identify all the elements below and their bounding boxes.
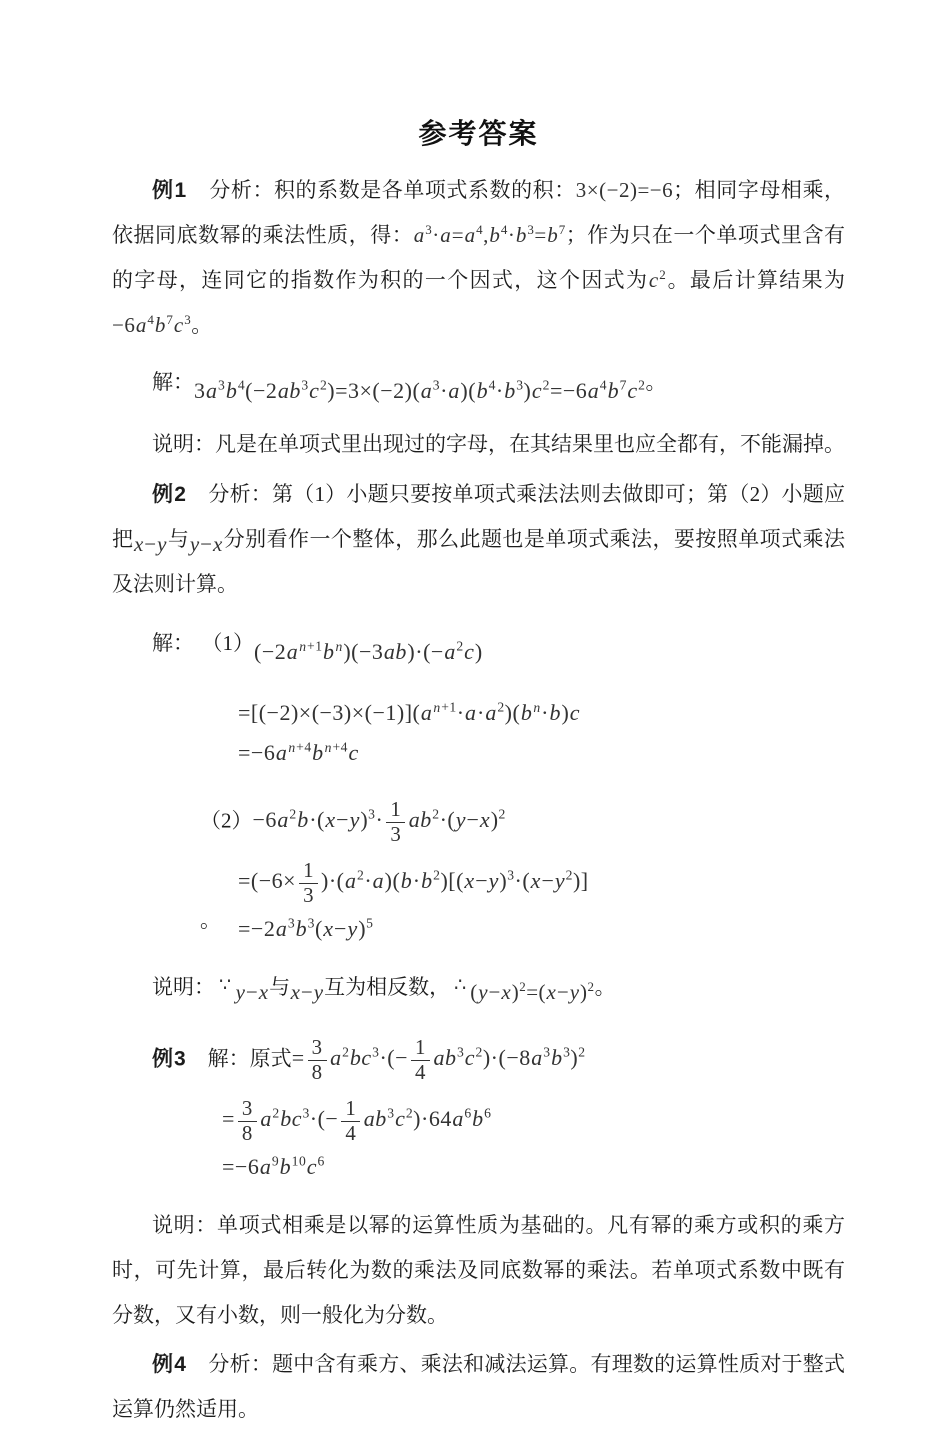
equation: = $\frac{3}{8}$ $a^2bc^3\cdot(-$ $\frac{1}{4}$ $ab^3c^2)\cdot 64a^6b^6$ [222, 1095, 492, 1145]
inline-formula: x−y [290, 979, 324, 1004]
example3-note-paragraph: 说明：单项式相乘是以幂的运算性质为基础的。凡有幂的乘方或积的乘方时，可先计算，最后转化为数的乘法及同底数幂的乘法。若单项式系数中既有分数，又有小数，则一般化为分数。 [112, 1212, 845, 1327]
text-run: 与 [167, 527, 190, 551]
example3-steps [222, 1096, 845, 1187]
note-label: 说明： [152, 974, 215, 999]
example1-label: 例1 [152, 179, 188, 202]
text-run: 与 [269, 974, 291, 999]
example1-analysis-paragraph [112, 168, 845, 348]
example2-analysis-paragraph [112, 472, 845, 607]
text-run: 。 [191, 313, 213, 337]
text-run: 互为相反数， [324, 974, 451, 999]
example4-analysis-paragraph [112, 1342, 845, 1432]
example1-solution-line [112, 362, 845, 402]
stray-period: 。 [200, 907, 221, 932]
inline-formula: $a^3\cdot a=a^4,b^4\cdot b^3=b^7$ [413, 222, 566, 247]
equation-line [238, 909, 845, 949]
equation: $=-6a^{n+4}b^{n+4}c$ [238, 739, 359, 765]
example3-solution-line [112, 1034, 845, 1084]
therefore-symbol: ∴ [454, 974, 467, 996]
example4-label: 例4 [152, 1352, 187, 1376]
text-run: 分析：积的系数是各单项式系数的积： [187, 178, 576, 202]
text-run: ；作为只在一个单项式里含有的字母，连同它的指数作为积的一个因式，这个因式为 [112, 223, 846, 292]
equation-line [238, 693, 845, 733]
part2-number: （2） [200, 808, 253, 833]
solution-label: 解： [152, 631, 194, 655]
equation: $=-6a^9b^{10}c^6$ [222, 1153, 325, 1179]
equation: = $\frac{3}{8}$ $a^2bc^3\cdot(-$ $\frac{1}{4}$ $ab^3c^2)\cdot(-8a^3b^3)^2$ [291, 1034, 586, 1084]
equation: $=[(-2)\times(-3)\times(-1)](a^{n+1}\cdot a\cdot a^2)(b^n\cdot b)c$ [238, 699, 581, 725]
equation: =(−6× $\frac{1}{3}$ )$\cdot(a^2\cdot a)(b\cdot b^2)[(x-y)^3\cdot(x-y^2)]$ [238, 857, 589, 907]
equation-line [238, 858, 845, 909]
inline-formula: y−x [235, 979, 269, 1004]
inline-formula: y−x [189, 532, 223, 556]
text-run: ；相同字母相乘，依据同底数幂的乘法性质，得： [112, 178, 846, 247]
text-run: 。 [594, 974, 616, 999]
example3-label: 例3 [152, 1047, 187, 1071]
example2-part1-steps [238, 693, 845, 773]
page-title: 参考答案 [418, 118, 539, 149]
text-run: 解：原式 [186, 1046, 292, 1071]
equation: $3a^3b^4(-2ab^3c^2)=3\times(-2)(a^3\cdot a)(b^4\cdot b^3)c^2=-6a^4b^7c^2$ [194, 377, 646, 403]
text-run: 分析：题中含有乘方、乘法和减法运算。有理数的运算性质对于整式运算仍然适用。 [112, 1351, 846, 1421]
equation: $-6a^2b\cdot(x-y)^3\cdot$ $\frac{1}{3}$ $ab^2\cdot(y-x)^2$ [252, 797, 506, 846]
example2-part2-line [112, 799, 845, 846]
solution-label: 解： [152, 370, 194, 394]
example2-note [112, 967, 845, 1009]
example2-part1-line [112, 623, 845, 663]
part1-number: （1） [212, 631, 254, 655]
text-run: 。 [645, 370, 667, 394]
inline-formula: $-6a^4b^7c^3$ [112, 312, 192, 337]
example2-label: 例2 [152, 483, 187, 506]
inline-formula: $(y-x)^2=(x-y)^2$ [470, 978, 595, 1004]
because-symbol: ∵ [219, 974, 232, 996]
text-run: 分析：第（1）小题只要按单项式乘法法则去做即可；第（2）小题应把 [112, 482, 845, 551]
example1-note: 说明：凡是在单项式里出现过的字母，在其结果里也应全都有，不能漏掉。 [152, 432, 845, 456]
equation-line [222, 1096, 845, 1147]
text-run: 分别看作一个整体，那么此题也是单项式乘法，要按照单项式乘法及法则计算。 [112, 527, 845, 596]
inline-formula: $c^2$ [648, 267, 667, 292]
equation-line [222, 1147, 845, 1187]
example2-part2-steps [200, 857, 845, 949]
equation: $(-2a^{n+1}b^n)(-3ab)\cdot(-a^2c)$ [254, 638, 483, 664]
equation: $=-2a^3b^3(x-y)^5$ [238, 915, 374, 941]
text-run: 。最后计算结果为 [666, 268, 846, 292]
equation-line [238, 733, 845, 773]
inline-formula: 3×(−2)=−6 [575, 178, 674, 202]
inline-formula: x−y [133, 532, 167, 556]
